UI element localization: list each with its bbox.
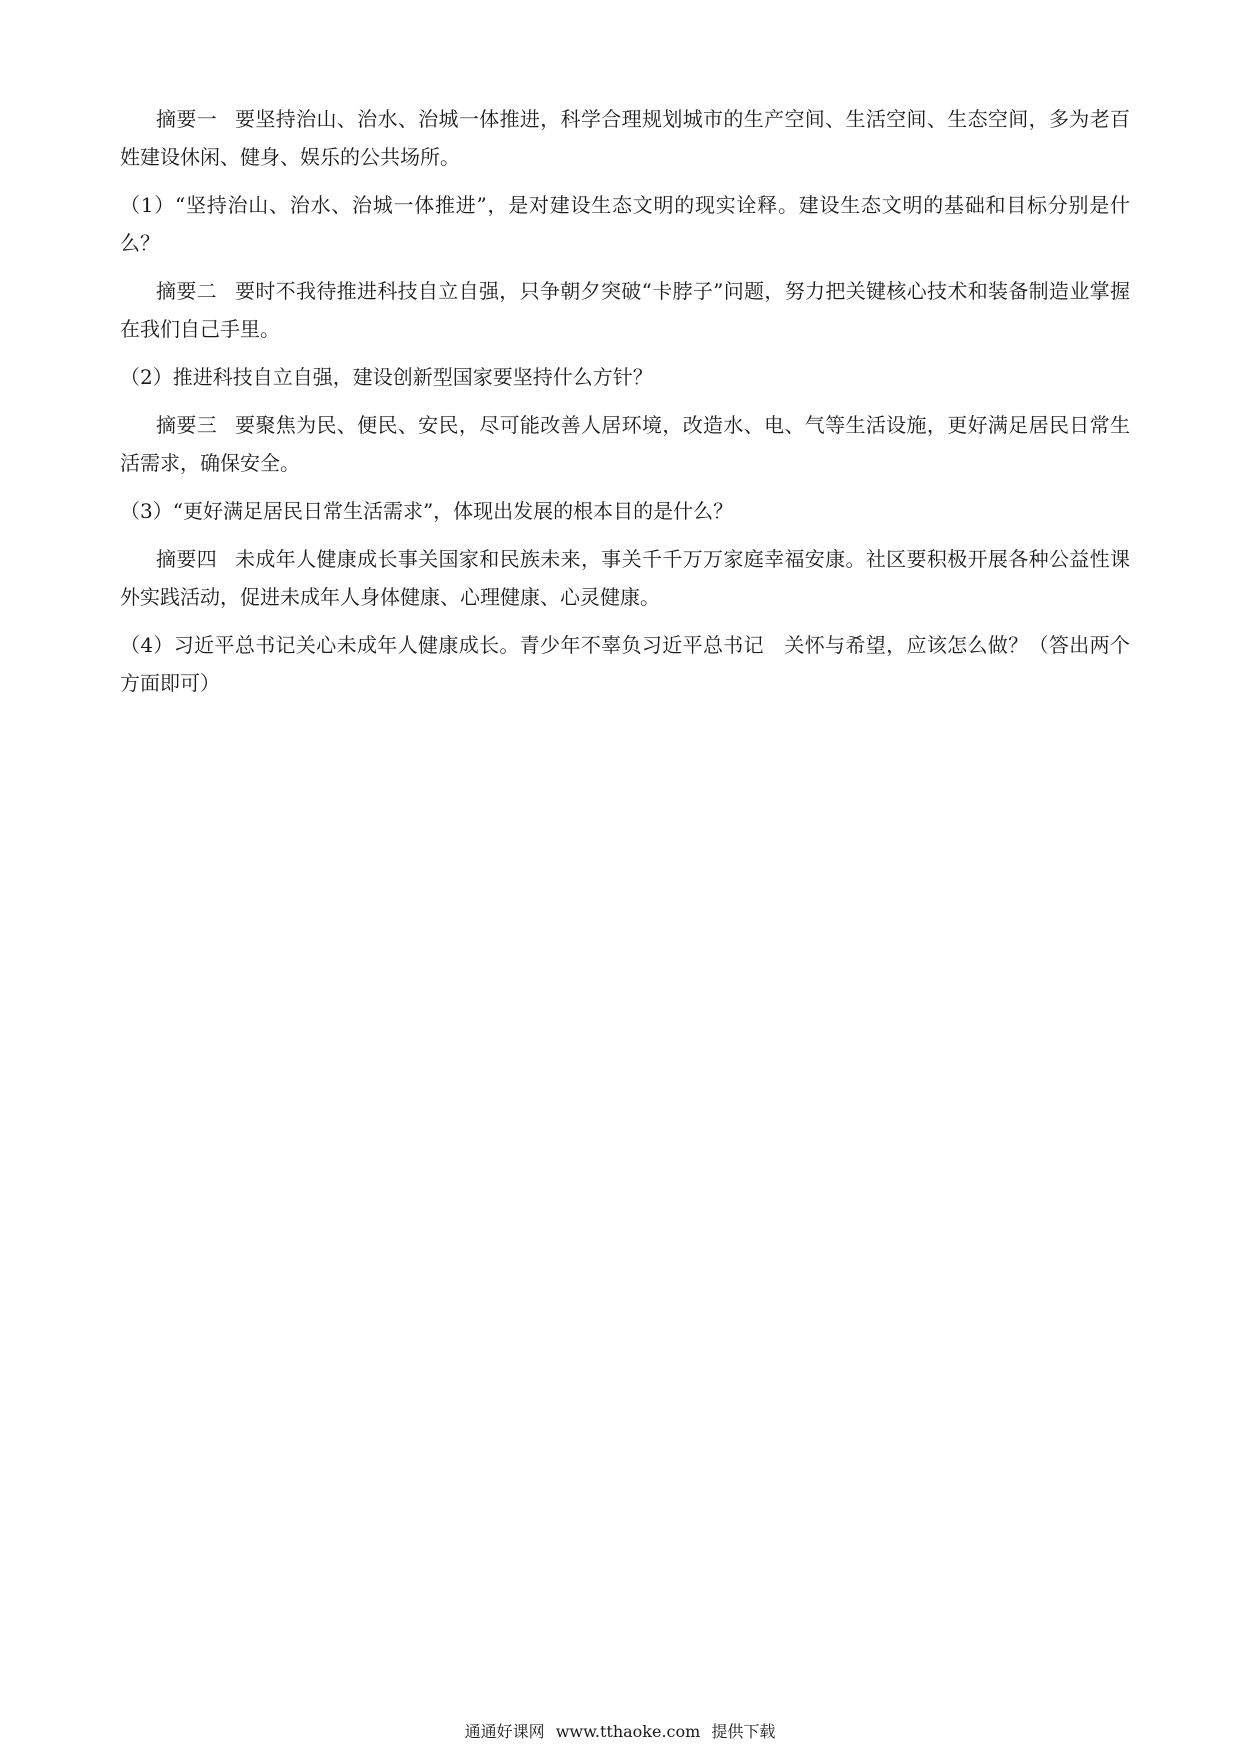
- page-footer: [0, 1722, 1240, 1742]
- abstract-2-text: 要时不我待推进科技自立自强，只争朝夕突破“卡脖子”问题，努力把关键核心技术和装备制造业掌握在我们自己手里。: [120, 279, 1131, 341]
- abstract-1-label: 摘要一: [156, 107, 218, 131]
- abstract-2: [120, 272, 1130, 348]
- abstract-4-text: 未成年人健康成长事关国家和民族未来，事关千千万万家庭幸福安康。社区要积极开展各种公益性课外实践活动，促进未成年人身体健康、心理健康、心灵健康。: [120, 547, 1131, 609]
- question-1: （1）“坚持治山、治水、治城一体推进”，是对建设生态文明的现实诠释。建设生态文明的基础和目标分别是什么？: [120, 193, 1130, 255]
- abstract-3-text: 要聚焦为民、便民、安民，尽可能改善人居环境，改造水、电、气等生活设施，更好满足居民日常生活需求，确保安全。: [120, 413, 1131, 475]
- document-body: [120, 100, 1130, 712]
- abstract-2-label: 摘要二: [156, 279, 217, 303]
- footer-suffix: 提供下载: [711, 1722, 776, 1741]
- abstract-1: [120, 100, 1130, 176]
- abstract-4-label: 摘要四: [156, 547, 218, 571]
- abstract-1-text: 要坚持治山、治水、治城一体推进，科学合理规划城市的生产空间、生活空间、生态空间，多为老百姓建设休闲、健身、娱乐的公共场所。: [120, 107, 1131, 169]
- question-4: （4）习近平总书记关心未成年人健康成长。青少年不辜负习近平总书记 关怀与希望，应该怎么做？（答出两个方面即可）: [120, 633, 1130, 695]
- abstract-3-label: 摘要三: [156, 413, 218, 437]
- question-2: （2）推进科技自立自强，建设创新型国家要坚持什么方针？: [120, 365, 653, 389]
- footer-site-name: 通通好课网: [464, 1722, 545, 1741]
- footer-url[interactable]: www.tthaoke.com: [555, 1722, 701, 1741]
- abstract-4: [120, 540, 1130, 616]
- abstract-3: [120, 406, 1130, 482]
- question-3: （3）“更好满足居民日常生活需求”，体现出发展的根本目的是什么？: [120, 499, 734, 523]
